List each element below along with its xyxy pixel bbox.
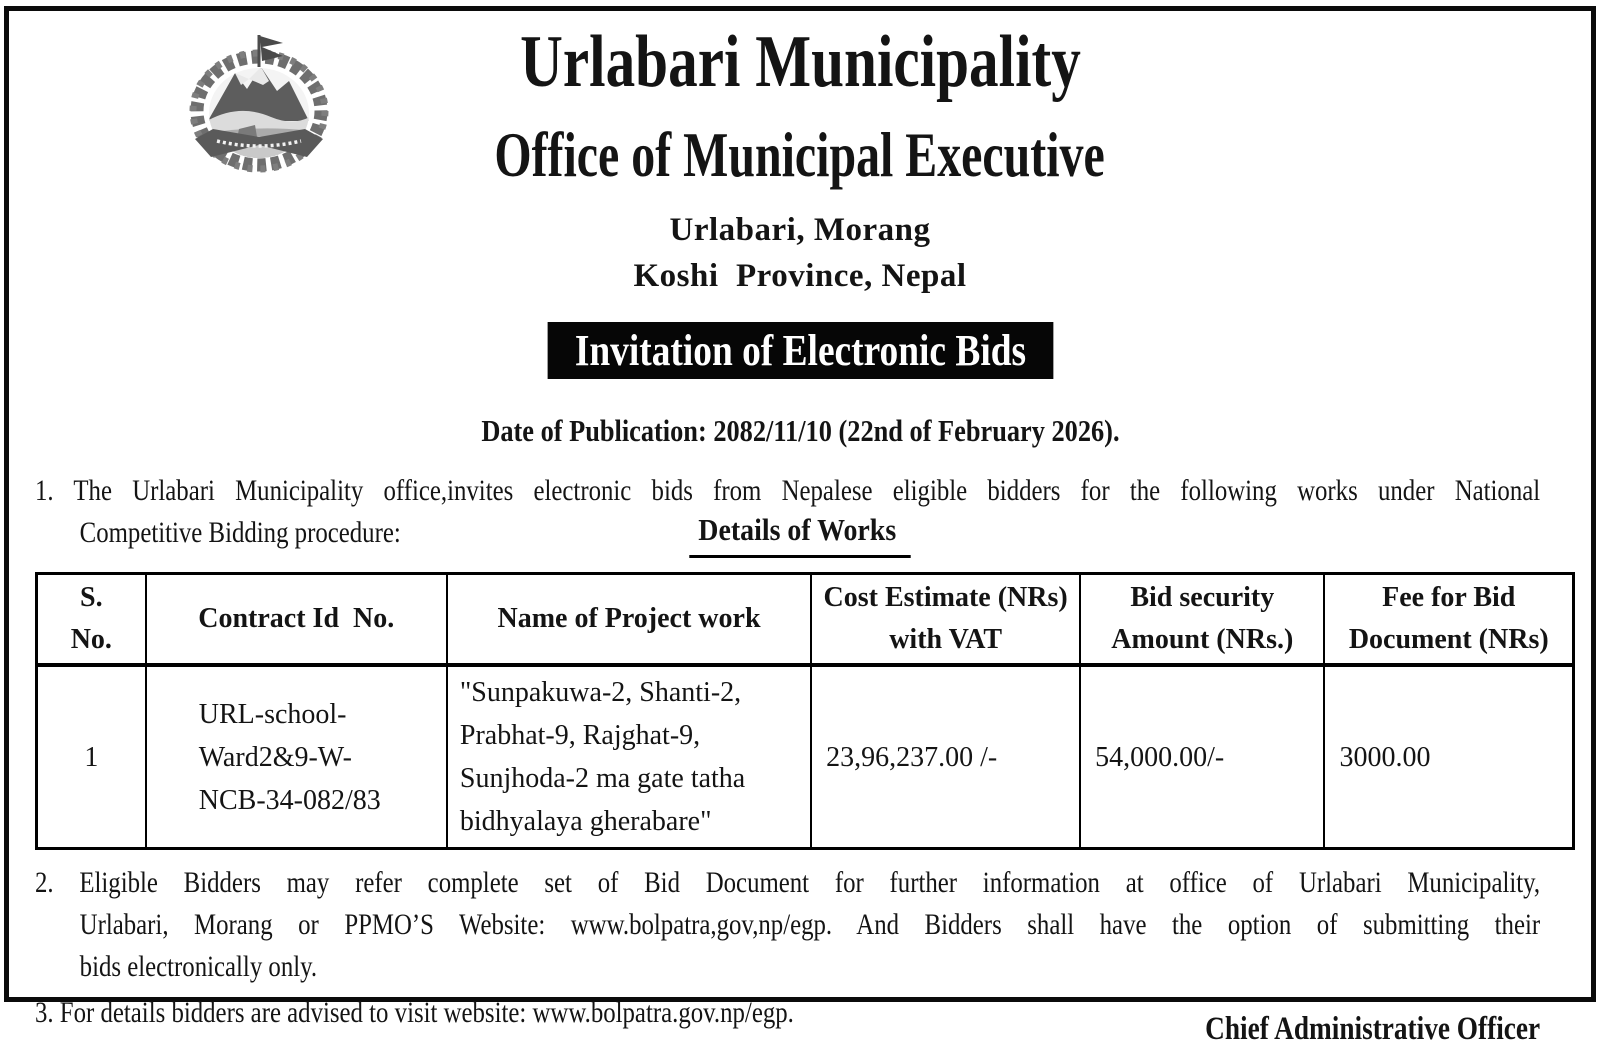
cell-cost-estimate: 23,96,237.00 /-: [811, 665, 1080, 849]
clause-3-row: [35, 992, 1565, 1048]
col-header-project-name: Name of Project work: [447, 574, 811, 666]
address-district: Urlabari, Morang: [669, 212, 931, 248]
col-header-cost-estimate: Cost Estimate (NRs) with VAT: [811, 574, 1080, 666]
clause-2: [35, 862, 1565, 988]
works-table-header-row: [37, 574, 1574, 666]
clause-3: 3. For details bidders are advised to visit website: www.bolpatra.gov.np/egp.: [35, 996, 794, 1029]
clause-2-line-1: 2. Eligible Bidders may refer complete set of Bid Document for further information at office of Urlabari Municipality,: [35, 866, 1541, 899]
office-name: Office of Municipal Executive: [494, 120, 1106, 190]
nepal-emblem-icon: [177, 33, 341, 173]
clause-2-line-2: Urlabari, Morang or PPMO’S Website: www.bolpatra,gov,np/egp. And Bidders shall have the option of submitting their: [79, 908, 1541, 941]
details-of-works-title: Details of Works: [689, 508, 910, 558]
address-province: Koshi Province, Nepal: [633, 258, 967, 294]
clause-1-line-2: Competitive Bidding procedure:: [79, 516, 401, 549]
cell-bid-security: 54,000.00/-: [1080, 665, 1324, 849]
clause-2-line-3: bids electronically only.: [79, 950, 318, 983]
col-header-contract-id: Contract Id No.: [146, 574, 447, 666]
cell-project-name: "Sunpakuwa-2, Shanti-2, Prabhat-9, Rajghat-9, Sunjhoda-2 ma gate tatha bidhyalaya gherabare": [447, 665, 811, 849]
cell-sno: 1: [37, 665, 146, 849]
cell-document-fee: 3000.00: [1324, 665, 1573, 849]
bid-invitation-banner: Invitation of Electronic Bids: [547, 322, 1053, 379]
col-header-sno: S. No.: [37, 574, 146, 666]
publication-date: Date of Publication: 2082/11/10 (22nd of February 2026).: [480, 413, 1120, 448]
cell-contract-id: URL-school-Ward2&9-W-NCB-34-082/83: [146, 665, 447, 849]
col-header-document-fee: Fee for Bid Document (NRs): [1324, 574, 1573, 666]
notice-border-frame: [4, 6, 1596, 1047]
municipality-name: Urlabari Municipality: [519, 21, 1081, 103]
clause-1-line-1: 1. The Urlabari Municipality office,invites electronic bids from Nepalese eligible bidders for the following works under National: [35, 474, 1541, 507]
signatory-title: Chief Administrative Officer: [1205, 1011, 1541, 1047]
col-header-bid-security: Bid security Amount (NRs.): [1080, 574, 1324, 666]
works-table-row: [37, 665, 1574, 849]
works-table: [35, 572, 1575, 850]
